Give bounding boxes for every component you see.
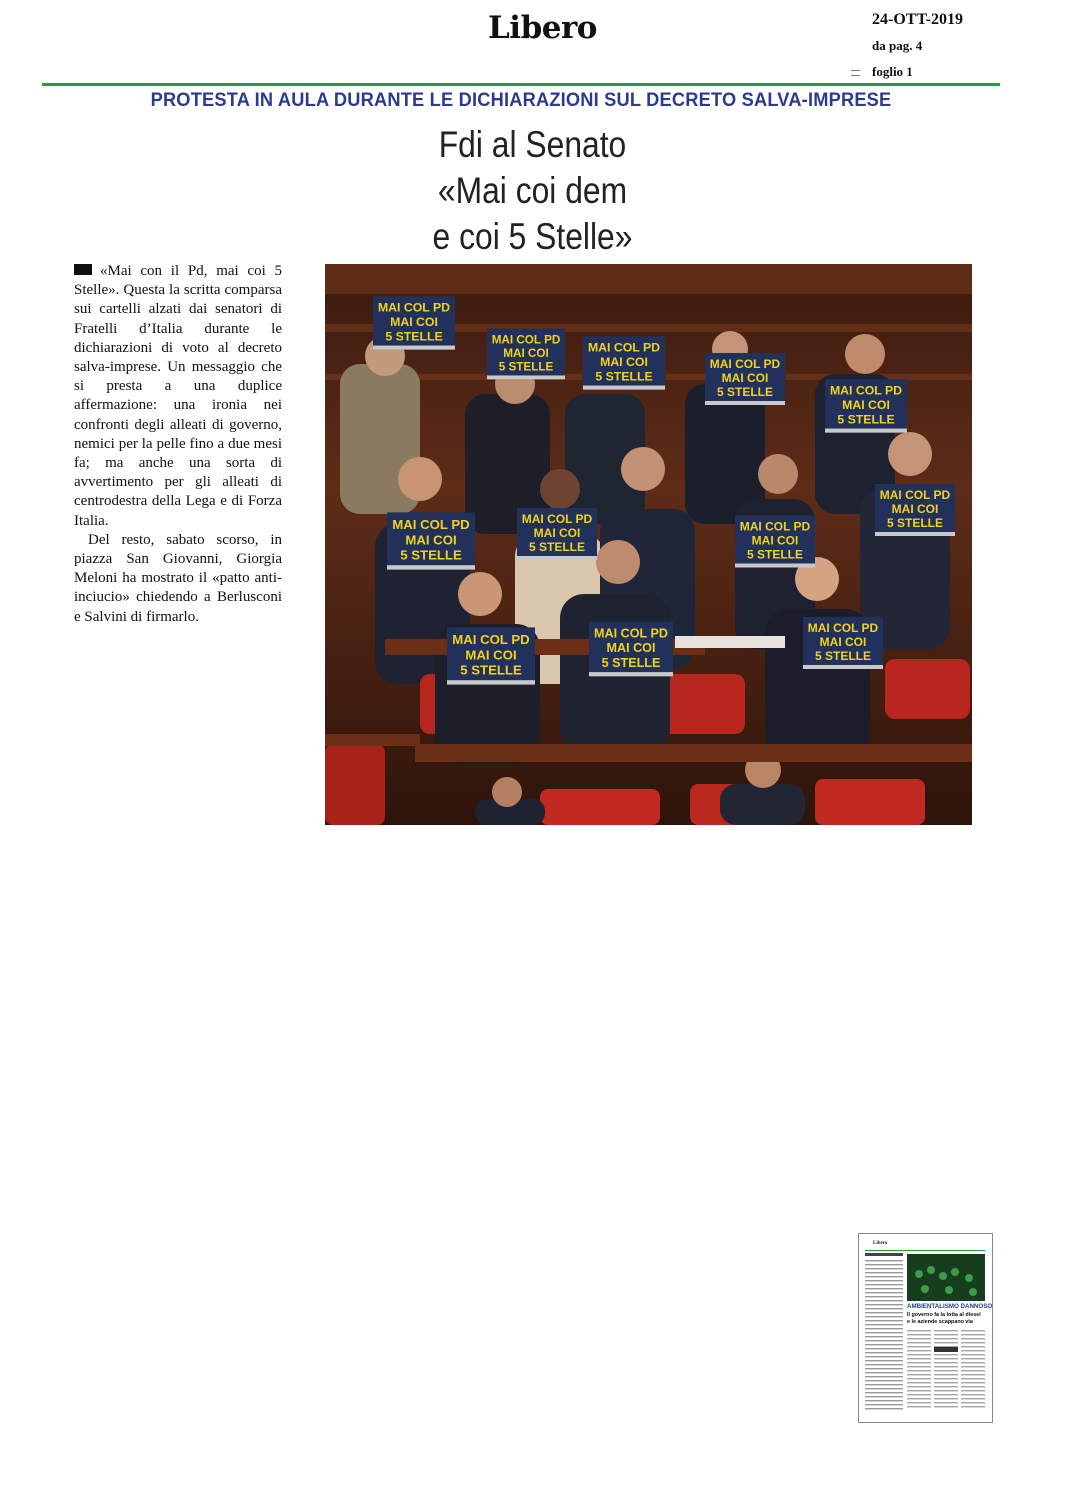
kicker-title: PROTESTA IN AULA DURANTE LE DICHIARAZIONI SUL DECRETO SALVA-IMPRESE	[150, 90, 892, 111]
thumbnail-title: AMBIENTALISMO DANNOSO	[907, 1303, 992, 1310]
thumbnail-subtitle-2: e le aziende scappano via	[907, 1319, 973, 1325]
page-reference: da pag. 4	[872, 38, 923, 53]
protest-sign-5	[825, 379, 907, 432]
protest-sign-7	[517, 508, 597, 560]
sheet-number: foglio 1	[872, 64, 913, 79]
protest-sign-4	[705, 353, 785, 405]
protest-sign-9	[875, 484, 955, 536]
article-body	[74, 262, 282, 627]
headline-line-2: «Mai coi dem	[437, 170, 628, 211]
headline-line-3: e coi 5 Stelle»	[432, 216, 633, 257]
publication-date: 24-OTT-2019	[872, 11, 963, 28]
headline-line-1: Fdi al Senato	[438, 124, 627, 165]
protest-sign-3	[583, 336, 665, 389]
senate-protest-photo	[325, 264, 972, 825]
page-thumbnail	[858, 1233, 993, 1423]
thumbnail-subtitle-1: Il governo fa la lotta al diesel	[907, 1312, 981, 1318]
protest-sign-2	[487, 329, 565, 380]
headline	[401, 122, 663, 260]
protest-sign-8	[735, 516, 815, 568]
paragraph-bullet-icon	[74, 264, 92, 275]
article-paragraph-1	[74, 262, 282, 531]
header-divider	[42, 83, 1000, 86]
masthead-logo: Libero	[488, 10, 597, 46]
protest-sign-11	[589, 622, 673, 677]
protest-sign-6	[387, 512, 475, 569]
protest-sign-1	[373, 296, 455, 349]
article-paragraph-2: Del resto, sabato scorso, in piazza San Giovanni, Giorgia Meloni ha mostrato il «patto anti-inciucio» chiedendo a Berlusconi e Salvini di firmarlo.	[74, 531, 282, 625]
protest-sign-10	[447, 627, 535, 684]
article-paragraph-1-text: «Mai con il Pd, mai coi 5 Stelle». Questa la scritta comparsa sui cartelli alzati dai senatori di Fratelli d’Italia durante le dichiarazioni di voto al decreto salva-imprese. Un messaggio che si presta a una duplice affermazione: una ironia nei confronti degli alleati di governo, nemici per la pelle fino a due mesi fa; ma anche una sorta di avvertimento per gli alleati di centrodestra della Lega e di Forza Italia.	[74, 263, 282, 529]
sheet-marker-icon	[851, 70, 860, 76]
protest-sign-12	[803, 617, 883, 669]
svg-text:Libero: Libero	[873, 1241, 888, 1246]
